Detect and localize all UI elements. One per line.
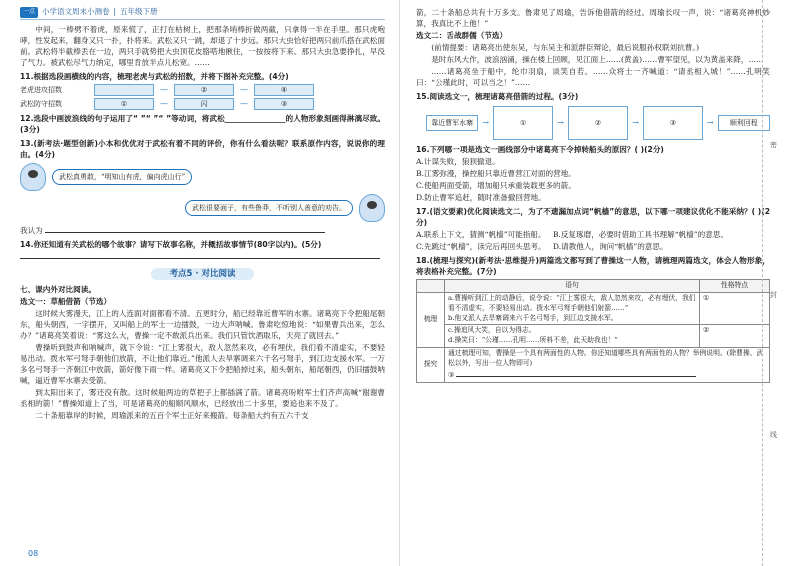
boy-avatar-icon (20, 163, 46, 191)
row-label-explore: 探究 (417, 348, 445, 383)
side-mark: 密 (770, 141, 777, 149)
page-number: 08 (28, 549, 39, 558)
table-row (417, 325, 770, 348)
flow-box[interactable] (94, 84, 154, 96)
explore-prompt: 通过梳理可知，曹操是一个具有两面性的人物。你还知道哪些具有两面性的人物？举例说明。(除曹操、武松以外，写出一位人物即可) (448, 349, 764, 367)
table-row (417, 292, 770, 325)
arrow-icon: → (482, 118, 490, 128)
dialog-1 (20, 163, 385, 191)
header-grade: 五年级下册 (120, 7, 158, 17)
question-13: 13.(新考法·题型创新)小本和优优对于武松有着不同的评价，你有什么看法呢？联系原作内容，说说你的理由。(4分) (20, 139, 385, 159)
girl-avatar-icon (359, 194, 385, 222)
flow-step-3[interactable]: ③ (643, 106, 703, 140)
arrow-icon: — (240, 85, 248, 95)
text1-para-2: 曹操听到鼓声和呐喊声，就下令说：“江上雾很大，敌人忽然来攻，必有埋伏，我们看不清虚实，不要轻易出动。拨水军弓弩手朝他们放箭，不让他们靠近。”他派人去旱寨调来六千名弓弩手，到江边支援水军。一万多名弓弩手一齐朝江中放箭，箭好像下雨一样。诸葛亮又下令把船掉过来，船头朝东，船尾朝西，仍旧擂鼓呐喊，逼近曹军水寨去受箭。 (20, 343, 385, 386)
question-17: 17.(语文要素)优化阅读选文二，为了不遗漏加点词“帆樯”的意思，以下哪一项建议优化不能采纳？( )(2分) (416, 207, 770, 227)
arrow-icon: — (240, 99, 248, 109)
table-head-sentence: 语句 (445, 280, 700, 293)
text1-title: 选文一：草船借箭（节选） (20, 297, 112, 307)
dialog-2 (20, 194, 385, 222)
explore-blank[interactable]: ③ (448, 370, 455, 379)
text2-title: 选文二：舌战群儒（节选） (416, 31, 508, 40)
section-title: 考点5 · 对比阅读 (20, 268, 385, 280)
arrow-icon: → (706, 118, 714, 128)
q17-option-b[interactable]: B.反复琢磨，必要时借助工具书理解“帆樯”的意思。 (552, 230, 729, 239)
side-mark: 线 (770, 431, 777, 439)
answer-line-13[interactable]: 我认为 (20, 225, 385, 236)
flow-wusong-label: 武松防守招数 (20, 99, 62, 108)
text2-note: (前情提要：诸葛亮出使东吴，与东吴主和派群臣辩论，最后说服孙权联刘抗曹。) (431, 43, 700, 52)
row-label-sort: 梳理 (417, 292, 445, 347)
table-head-trait: 性格特点 (700, 280, 770, 293)
table-row (417, 348, 770, 383)
q16-option-b[interactable]: B.江雾弥漫，操控船只靠近曹营江对面的营地。 (416, 169, 576, 178)
question-14: 14.你还知道有关武松的哪个故事？请写下故事名称，并概括故事情节(80字以内)。(5分) (20, 240, 322, 249)
right-page (400, 0, 800, 566)
row-trait-blank[interactable]: ① (700, 292, 770, 325)
header-title: 小学语文周末小测卷 (42, 7, 110, 17)
question-11: 11.根据选段画横线的内容，梳理老虎与武松的招数，并将下图补充完整。(4分) (20, 72, 289, 81)
page-header: 一点 小学语文周末小测卷 | 五年级下册 (20, 6, 385, 20)
text1-para-4: 二十条船靠岸的时候，周瑜派来的五百个军士正好来搬箭。每条船大约有五六千支 (35, 411, 309, 421)
question-12: 12.选段中画波浪线的句子运用了“ ”“ ”“ ”等动词，将武松________________的人物形象刻画得淋漓尽致。(3分) (20, 114, 385, 134)
q17-option-a[interactable]: A.联系上下文，猜测“帆樯”可能指船。 (416, 230, 546, 239)
row-sentence: c.操追风大笑，自以为得志。 d.操笑曰：“公瑾……孔明……所料不差，此天助我也！” (445, 325, 700, 348)
flow-wusong (20, 98, 385, 110)
q17-option-d[interactable]: D.请教他人，询问“帆樯”的意思。 (552, 242, 668, 251)
question-18: 18.(梳理与探究)(新考法·思维提升)两篇选文都写到了曹操这一人物，请梳理两篇选文，体会人物形象，将表格补充完整。(7分) (416, 256, 770, 276)
q16-option-a[interactable]: A.计谋失败，狼狈撤退。 (416, 157, 500, 166)
flow-box[interactable]: 闪 (174, 98, 234, 110)
row-sentence: a.曹操听到江上的动静后，说令说：“江上雾很大，敌人忽然来攻，必有埋伏，我们看不清虚实，不要轻易出动。拨水军弓弩手朝他们射箭……” b.他又派人去旱寨调来六千名弓弩手，到江边支援水军。 (445, 292, 700, 325)
text1-para-1: 这时候大雾漫天，江上的人连面对面都看不清。五更时分，船已经靠近曹军的水寨。诸葛亮下令把船尾朝东，船头朝西，一字摆开，又叫船上的军士一边擂鼓，一边大声呐喊。鲁肃吃惊地说：“如果曹兵出来，怎么办？”诸葛亮笑着说：“雾这么大，曹操一定不敢派兵出来。我们只管饮酒取乐，天亮了就回去。” (20, 309, 385, 341)
text2-para-2: ……诸葛亮坐于船中，纶巾羽扇，谈笑自若。……众将士一齐喊道：“请丞相入城！”……孔明笑曰：“公瑾此时，可以当之！”…… (416, 67, 770, 87)
text1-para-3: 到太阳出来了，雾还没有散。这时候船两边的草把子上都插满了箭。诸葛亮吩咐军士们齐声高喊“谢谢曹丞相的箭！”曹操知道上了当，可是诸葛亮的船顺风顺水，已经放出二十多里，要追也来不及了。 (20, 388, 385, 409)
side-mark: 封 (770, 291, 777, 299)
q16-option-c[interactable]: C.使船两面受箭，增加船只承重装载更多的箭。 (416, 181, 576, 190)
question-16: 16.下列哪一项是选文一画线部分中诸葛亮下令掉转船头的原因？( )(2分) (416, 145, 664, 154)
q17-option-c[interactable]: C.先跳过“帆樯”，读完后再回头思考。 (416, 242, 546, 251)
flow-box[interactable]: ④ (254, 84, 314, 96)
flow-box[interactable]: ③ (254, 98, 314, 110)
text1-continued: 箭，二十条船总共有十万多支。鲁肃见了周瑜，告诉他借箭的经过。周瑜长叹一声，说：“诸葛亮神机妙算，我真比不上他！” (416, 8, 770, 28)
answer-line-14[interactable] (20, 251, 385, 262)
character-table (416, 279, 770, 383)
arrow-icon: → (632, 118, 639, 128)
flow-box[interactable]: ② (174, 84, 234, 96)
binding-line (762, 0, 763, 566)
text2-para-1: 是时东风大作，波浪汹涌，操在楼上回顾，见江面上……(黄盖)……曹军望见，以为黄盖来降，…… (431, 55, 764, 64)
flow-step-start: 靠近曹军水寨 (426, 115, 478, 131)
arrow-icon: — (160, 85, 168, 95)
question-15: 15.阅读选文一，梳理诸葛亮借箭的过程。(3分) (416, 92, 579, 101)
flow-tiger (20, 84, 385, 96)
q17-options-ab (416, 229, 770, 240)
speech-bubble-1: 武松真勇敢，“明知山有虎，偏向虎山行” (52, 169, 192, 185)
q16-option-d[interactable]: D.防止曹军追赶，随时准备撤回营地。 (416, 193, 546, 202)
row-trait-blank[interactable]: ② (700, 325, 770, 348)
arrow-icon: → (557, 118, 564, 128)
borrow-arrow-flow (426, 106, 770, 140)
q17-options-cd (416, 241, 770, 252)
speech-bubble-2: 武松很要面子，有些鲁莽，不听别人善意的劝告。 (185, 200, 353, 216)
flow-box[interactable]: ① (94, 98, 154, 110)
flow-step-end: 顺利回程 (718, 115, 770, 131)
flow-step-1[interactable]: ① (493, 106, 553, 140)
arrow-icon: — (160, 99, 168, 109)
flow-step-2[interactable]: ② (568, 106, 628, 140)
part-seven: 七、课内外对比阅读。 (20, 285, 96, 295)
passage-intro: 中间，一棒劈不着虎，原来慌了，正打在枯树上，把那条哨棒折做两截，只拿得一半在手里。那只虎咆哮，性发起来，翻身又只一扑，扑将来。武松又只一跳，却退了十步远。那只大虫恰好把两只前爪搭在武松面前。武松将半截棒丢在一边，两只手就势把大虫顶花皮胳嗒地揪住，一按按将下来。那只大虫急要挣扎，早没了气力。被武松尽气力纳定，哪里肯放半点儿松宽。…… (20, 25, 385, 67)
flow-tiger-label: 老虎进攻招数 (20, 85, 62, 94)
header-badge: 一点 (20, 7, 38, 18)
